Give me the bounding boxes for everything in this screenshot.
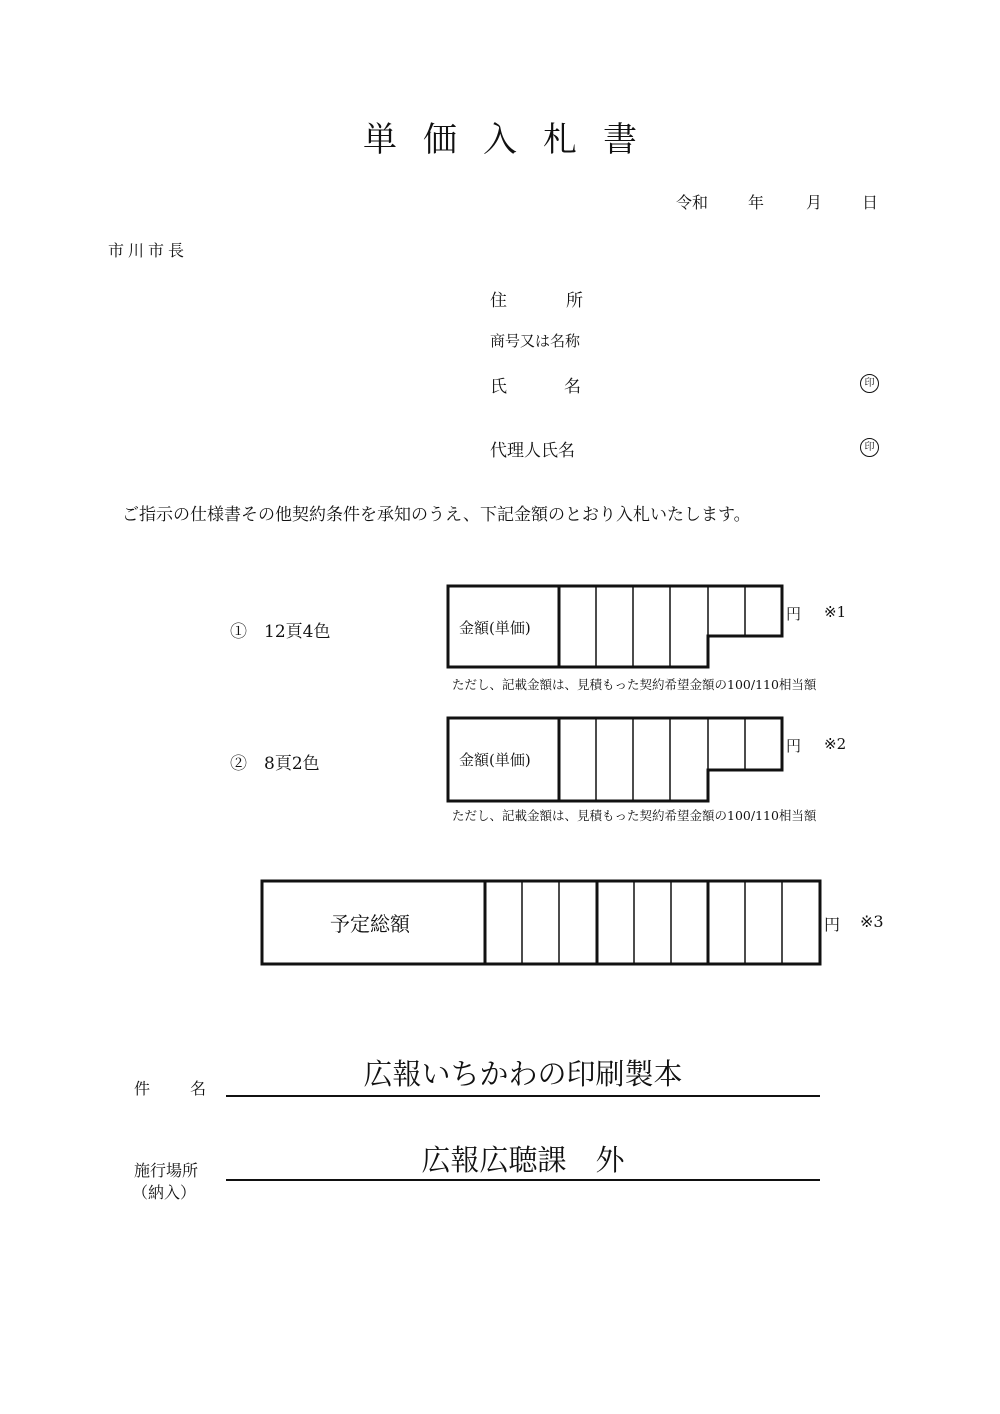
- company-label: 商号又は名称: [490, 332, 581, 350]
- item-1-yen: 円: [786, 605, 802, 623]
- item-2-yen: 円: [786, 737, 802, 755]
- name-label-second: 名: [564, 377, 581, 397]
- item-2-caveat: ただし、記載金額は、見積もった契約希望金額の100/110相当額: [452, 808, 817, 823]
- seal-mark-agent: 印: [860, 438, 879, 457]
- address-label-second: 所: [566, 291, 583, 311]
- page-title: 単価入札書: [363, 120, 663, 160]
- date-era: 令和: [676, 193, 709, 212]
- total-note: ※3: [860, 912, 884, 931]
- item-1-note: ※1: [824, 603, 847, 621]
- date-day-label: 日: [862, 193, 879, 212]
- site-value: 広報広聴課 外: [421, 1143, 625, 1177]
- site-underline: [226, 1179, 820, 1181]
- item-2-label: ② 8頁2色: [230, 754, 320, 774]
- item-1-caveat: ただし、記載金額は、見積もった契約希望金額の100/110相当額: [452, 677, 817, 692]
- addressee: 市川市長: [108, 241, 189, 260]
- total-yen: 円: [824, 915, 841, 934]
- name-label-first: 氏: [490, 377, 507, 397]
- subject-label-first: 件: [134, 1079, 151, 1098]
- agent-label: 代理人氏名: [490, 441, 575, 461]
- subject-value: 広報いちかわの印刷製本: [363, 1057, 683, 1091]
- seal-mark-name: 印: [860, 374, 879, 393]
- subject-label-second: 名: [190, 1079, 207, 1098]
- bid-statement: ご指示の仕様書その他契約条件を承知のうえ、下記金額のとおり入札いたします。: [122, 505, 751, 525]
- subject-underline: [226, 1095, 820, 1097]
- item-2-amount-label: 金額(単価): [459, 751, 531, 769]
- item-1-label: ① 12頁4色: [230, 622, 331, 642]
- total-amount-label: 予定総額: [330, 912, 410, 936]
- address-label-first: 住: [490, 291, 507, 311]
- item-1-amount-label: 金額(単価): [459, 619, 531, 637]
- date-year-label: 年: [748, 193, 765, 212]
- date-month-label: 月: [806, 193, 823, 212]
- site-label-sub: （納入）: [132, 1183, 197, 1202]
- site-label: 施行場所: [134, 1161, 199, 1180]
- item-2-note: ※2: [824, 735, 847, 753]
